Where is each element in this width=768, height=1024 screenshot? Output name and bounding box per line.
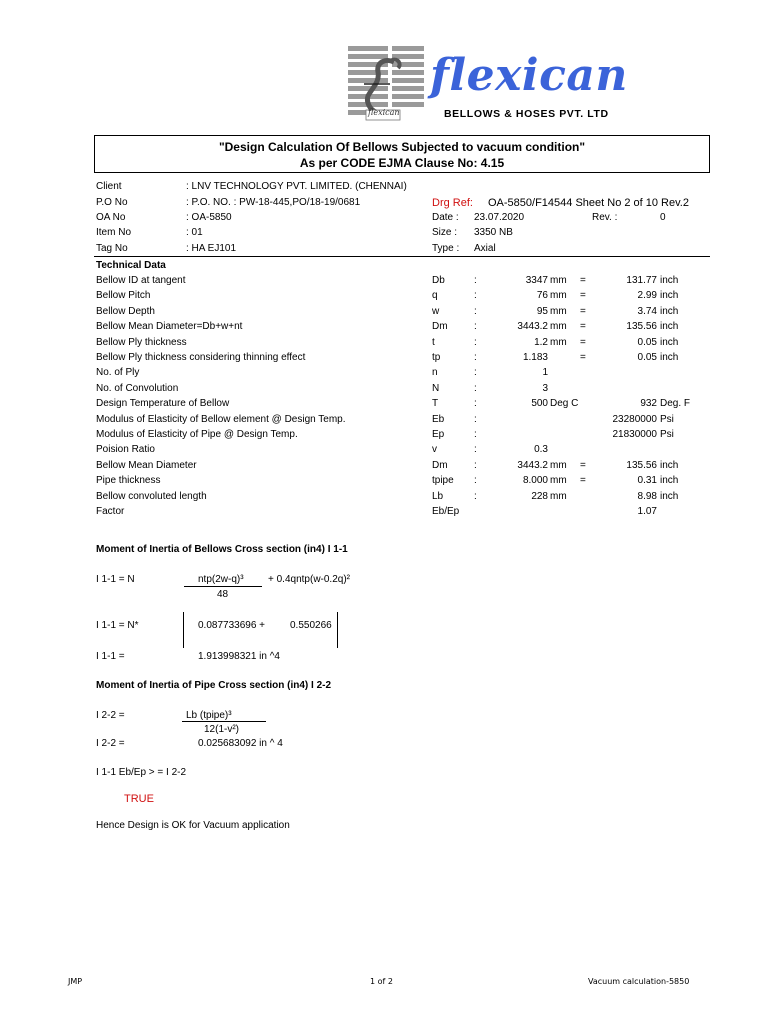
size-label: Size : [432,227,458,238]
moi-bellows-formula-numerator: ntp(2w-q)³ [198,574,244,585]
row-symbol: tpipe [432,475,454,487]
row-converted-unit: inch [660,475,679,487]
row-converted-unit: Psi [660,429,674,440]
moi-bellows-formula-lhs: I 1-1 = N [96,574,135,585]
moi-bellows-heading: Moment of Inertia of Bellows Cross section (in4) I 1-1 [96,544,348,555]
divider [94,256,710,257]
row-label: Bellow Mean Diameter=Db+w+nt [96,321,243,333]
row-colon: : [474,321,477,333]
drg-ref-value: OA-5850/F14544 Sheet No 2 of 10 Rev.2 [488,197,689,209]
row-converted-unit: inch [660,275,679,286]
row-colon: : [474,336,477,348]
row-symbol: Eb [432,413,445,425]
row-converted-value: 23280000 [612,413,657,425]
row-unit: Deg C [550,398,579,410]
row-symbol: tp [432,352,441,363]
row-colon: : [474,444,477,456]
row-symbol: t [432,336,435,348]
type-label: Type : [432,243,460,254]
row-equals: = [580,321,586,333]
row-converted-value: 135.56 [626,459,657,471]
fraction-line [182,721,266,722]
row-symbol: w [432,305,440,317]
row-colon: : [474,429,477,440]
row-converted-value: 2.99 [637,290,657,302]
row-label: Poision Ratio [96,444,155,456]
row-colon: : [474,305,477,317]
row-unit: mm [550,321,567,333]
moi-pipe-result-value: 0.025683092 in ^ 4 [198,738,283,749]
row-colon: : [474,413,477,425]
moi-bellows-step-term-b: 0.550266 [290,620,332,631]
conclusion: Hence Design is OK for Vacuum application [96,820,290,831]
row-label: Bellow Depth [96,305,155,317]
row-unit: mm [550,305,567,317]
row-colon: : [474,290,477,302]
row-converted-unit: inch [660,352,679,363]
row-unit: mm [550,336,567,348]
row-value: 0.3 [534,444,548,456]
row-label: No. of Ply [96,367,140,379]
moi-bellows-result-lhs: I 1-1 = [96,651,125,662]
row-symbol: v [432,444,437,456]
row-converted-unit: inch [660,459,679,471]
row-value: 3443.2 [517,459,548,471]
po-label: P.O No [96,197,128,208]
row-symbol: Db [432,275,445,286]
row-symbol: Eb/Ep [432,506,460,517]
moi-pipe-result-lhs: I 2-2 = [96,738,125,749]
row-symbol: N [432,382,440,394]
document-title-box [94,135,710,173]
row-equals: = [580,305,586,317]
row-converted-value: 1.07 [637,506,657,517]
row-converted-value: 932 [640,398,657,410]
row-converted-unit: inch [660,305,679,317]
row-symbol: q [432,290,438,302]
row-value: 3347 [525,275,548,286]
row-symbol: Ep [432,429,445,440]
row-unit: mm [550,490,567,502]
row-colon: : [474,352,477,363]
po-value: : P.O. NO. : PW-18-445,PO/18-19/0681 [186,197,361,208]
row-equals: = [580,475,586,487]
row-label: Design Temperature of Bellow [96,398,230,410]
row-converted-value: 0.31 [637,475,657,487]
row-label: Bellow Pitch [96,290,151,302]
date-value: 23.07.2020 [474,212,525,223]
row-colon: : [474,275,477,286]
row-label: Bellow convoluted length [96,490,207,502]
row-converted-value: 0.05 [637,336,657,348]
row-colon: : [474,367,477,379]
row-equals: = [580,336,586,348]
row-colon: : [474,382,477,394]
row-converted-unit: inch [660,490,679,502]
row-converted-value: 3.74 [637,305,657,317]
row-unit: mm [550,475,567,487]
row-colon: : [474,475,477,487]
row-label: Bellow Mean Diameter [96,459,197,471]
technical-data-heading: Technical Data [96,260,166,271]
row-converted-value: 8.98 [637,490,657,502]
type-value: Axial [474,243,496,254]
rev-label: Rev. : [592,212,618,223]
row-unit: mm [550,290,567,302]
row-label: Modulus of Elasticity of Bellow element @ Design Temp. [96,413,346,425]
drg-ref-label: Drg Ref: [432,197,473,209]
footer-page-number: 1 of 2 [370,977,393,986]
fraction-line [184,586,262,587]
item-value: : 01 [186,227,203,238]
oa-label: OA No [96,212,126,223]
item-label: Item No [96,227,132,238]
row-value: 3443.2 [517,321,548,333]
client-value: : LNV TECHNOLOGY PVT. LIMITED. (CHENNAI) [186,181,407,192]
row-unit: mm [550,275,567,286]
row-value: 500 [531,398,548,410]
row-converted-value: 135.56 [626,321,657,333]
document-title: "Design Calculation Of Bellows Subjected to vacuum condition" [218,140,586,154]
row-value: 8.000 [522,475,548,487]
row-equals: = [580,459,586,471]
footer-document-name: Vacuum calculation-5850 [588,977,690,986]
moi-pipe-formula-denominator: 12(1-v²) [204,724,240,735]
moi-bellows-result-value: 1.913998321 in ^4 [198,651,280,662]
brand-name: flexican [430,50,628,101]
row-symbol: Dm [432,459,448,471]
moi-bellows-step-term-a: 0.087733696 + [198,620,266,631]
tag-value: : HA EJ101 [186,243,237,254]
row-value: 76 [536,290,548,302]
row-converted-unit: inch [660,336,679,348]
row-colon: : [474,459,477,471]
row-converted-unit: inch [660,290,679,302]
row-label: Pipe thickness [96,475,161,487]
client-label: Client [96,181,122,192]
bracket-right [337,612,338,648]
row-converted-value: 0.05 [637,352,657,363]
row-equals: = [580,290,586,302]
row-label: Modulus of Elasticity of Pipe @ Design Temp. [96,429,298,440]
oa-value: : OA-5850 [186,212,232,223]
rev-value: 0 [660,212,666,223]
size-value: 3350 NB [474,227,513,238]
row-value: 3 [542,382,548,394]
logo-lettering: flexican [368,108,400,117]
tag-label: Tag No [96,243,128,254]
document-subtitle: As per CODE EJMA Clause No: 4.15 [299,156,505,170]
company-logo [346,44,426,122]
row-symbol: T [432,398,439,410]
moi-pipe-formula-lhs: I 2-2 = [96,710,125,721]
moi-bellows-formula-denominator: 48 [217,589,229,600]
row-label: Bellow Ply thickness [96,336,187,348]
condition-statement: I 1-1 Eb/Ep > = I 2-2 [96,767,187,778]
row-unit: mm [550,459,567,471]
row-symbol: n [432,367,438,379]
row-converted-unit: inch [660,321,679,333]
moi-bellows-step-lhs: I 1-1 = N* [96,620,139,631]
bracket-left [183,612,184,648]
row-label: No. of Convolution [96,382,179,394]
row-converted-unit: Psi [660,413,674,425]
footer-initials: JMP [68,977,83,986]
row-label: Bellow ID at tangent [96,275,186,286]
row-symbol: Lb [432,490,444,502]
row-value: 95 [536,305,548,317]
row-label: Factor [96,506,125,517]
row-label: Bellow Ply thickness considering thinning effect [96,352,306,363]
row-symbol: Dm [432,321,448,333]
row-value: 228 [531,490,548,502]
row-converted-unit: Deg. F [660,398,691,410]
moi-bellows-formula-plus-term: + 0.4qntp(w-0.2q)² [268,574,350,585]
row-equals: = [580,275,586,286]
row-colon: : [474,490,477,502]
row-converted-value: 131.77 [626,275,657,286]
moi-pipe-heading: Moment of Inertia of Pipe Cross section (in4) I 2-2 [96,680,332,691]
row-value: 1.2 [534,336,548,348]
brand-subtitle: BELLOWS & HOSES PVT. LTD [444,108,609,120]
condition-result: TRUE [124,793,154,805]
row-equals: = [580,352,586,363]
row-colon: : [474,398,477,410]
moi-pipe-formula-numerator: Lb (tpipe)³ [186,710,232,721]
row-value: 1 [542,367,548,379]
date-label: Date : [432,212,459,223]
row-converted-value: 21830000 [612,429,657,440]
row-value: 1.183 [522,352,548,363]
